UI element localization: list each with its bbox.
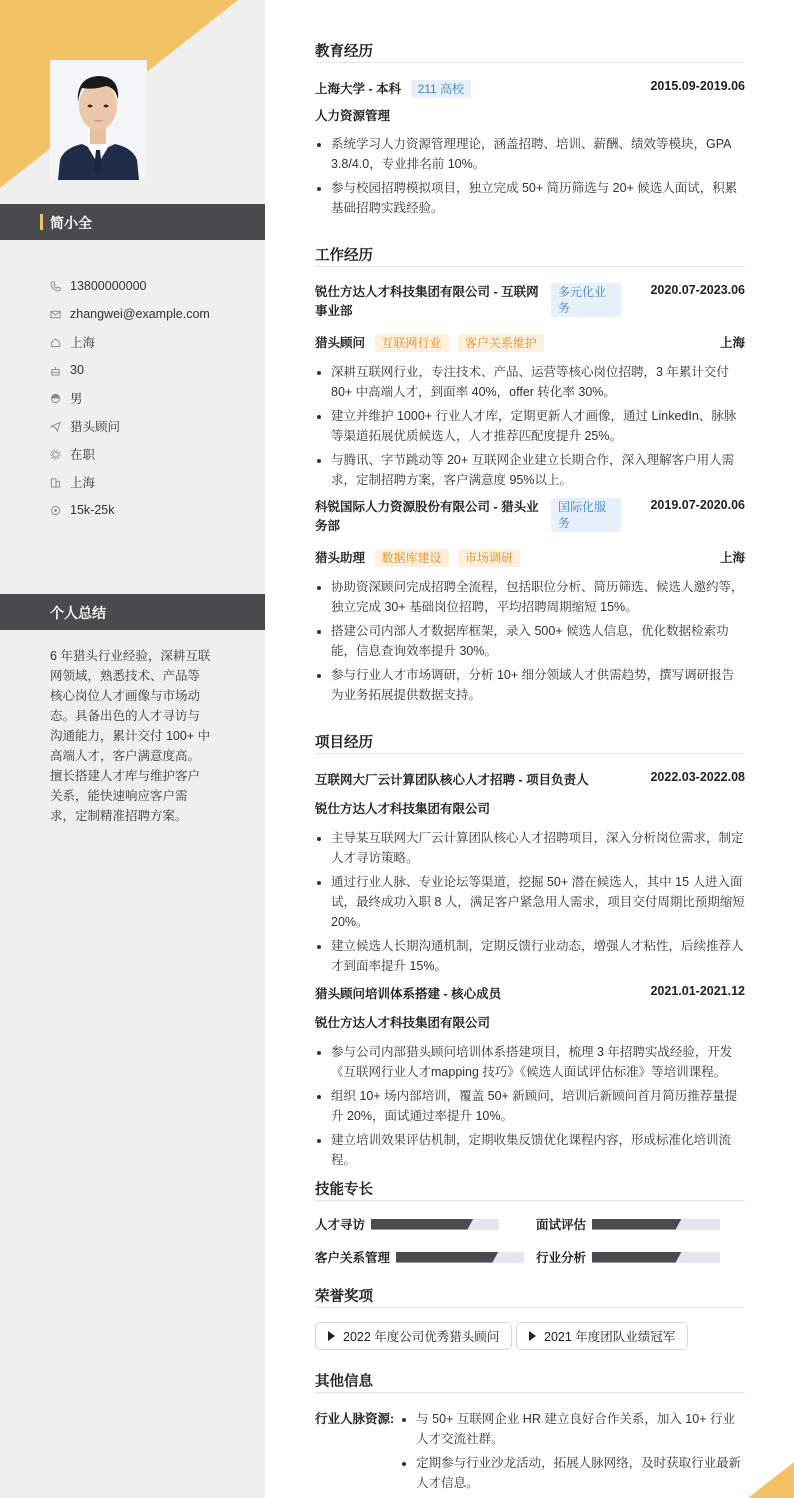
list-item: 搭建公司内部人才数据库框架，录入 500+ 候选人信息，优化数据检索功能，信息查询效率提升 30%。 — [315, 621, 745, 661]
sidebar — [0, 0, 265, 1498]
projects-title: 项目经历 — [315, 735, 373, 751]
divider — [315, 1307, 745, 1308]
home-icon — [50, 337, 70, 348]
education-bullets — [315, 134, 745, 218]
play-triangle-icon — [529, 1331, 536, 1341]
skill-item — [536, 1248, 720, 1266]
school-tag: 211 高校 — [411, 80, 471, 98]
award-badge — [516, 1322, 688, 1350]
mail-icon — [50, 309, 70, 320]
age-icon — [50, 365, 70, 376]
work-title: 工作经历 — [315, 248, 373, 264]
job-role-row — [315, 333, 745, 352]
info-phone-text: 13800000000 — [70, 279, 147, 293]
city-icon — [50, 477, 70, 488]
job-city: 上海 — [719, 551, 745, 565]
job-period: 2020.07-2023.06 — [650, 283, 745, 297]
phone-icon — [50, 281, 70, 292]
job-bullets — [315, 362, 745, 490]
info-status — [50, 440, 210, 468]
skill-name: 客户关系管理 — [315, 1251, 391, 1265]
award-badge — [315, 1322, 512, 1350]
summary-title: 个人总结 — [50, 605, 106, 621]
job-icon — [50, 421, 70, 432]
project-company: 锐仕方达人才科技集团有限公司 — [315, 1016, 491, 1030]
list-item: 定期参与行业沙龙活动，拓展人脉网络，及时获取行业最新人才信息。 — [400, 1453, 745, 1493]
project-entry — [315, 984, 745, 1170]
project-period: 2022.03-2022.08 — [650, 770, 745, 784]
projects-section — [315, 731, 745, 1174]
skill-bar — [592, 1219, 720, 1230]
job-bullets — [315, 577, 745, 705]
info-age — [50, 356, 210, 384]
work-section — [315, 244, 745, 709]
list-item: 与 50+ 互联网企业 HR 建立良好合作关系，加入 10+ 行业人才交流社群。 — [400, 1409, 745, 1449]
job-role-row — [315, 548, 745, 567]
info-phone — [50, 272, 210, 300]
contact-info-list — [50, 272, 210, 524]
info-email — [50, 300, 210, 328]
job-tag: 互联网行业 — [375, 334, 449, 352]
list-item: 系统学习人力资源管理理论，涵盖招聘、培训、薪酬、绩效等模块，GPA 3.8/4.0，专业排名前 10%。 — [315, 134, 745, 174]
info-status-text: 在职 — [70, 448, 96, 462]
salary-icon — [50, 505, 70, 516]
list-item: 通过行业人脉、专业论坛等渠道，挖掘 50+ 潜在候选人，其中 15 人进入面试，最终成功入职 8 人，满足客户紧急用人需求，项目交付周期比预期缩短 20%。 — [315, 872, 745, 932]
project-bullets — [315, 828, 745, 976]
job-position: 猎头顾问 — [315, 336, 366, 350]
skills-title: 技能专长 — [315, 1182, 373, 1198]
info-salary-text: 15k-25k — [70, 503, 115, 517]
job-city: 上海 — [719, 336, 745, 350]
candidate-name: 简小全 — [50, 215, 92, 231]
decorative-corner-bottom — [748, 1462, 794, 1498]
job-tag: 数据库建设 — [375, 549, 449, 567]
job-period: 2019.07-2020.06 — [650, 498, 745, 512]
list-item: 协助资深顾问完成招聘全流程，包括职位分析、简历筛选、候选人邀约等，独立完成 30+ 基础岗位招聘，平均招聘周期缩短 15%。 — [315, 577, 745, 617]
skill-name: 面试评估 — [536, 1218, 587, 1232]
job-header — [315, 283, 745, 321]
name-bar — [0, 204, 265, 240]
info-city-text: 上海 — [70, 476, 96, 490]
others-row — [315, 1409, 745, 1497]
info-gender-text: 男 — [70, 392, 83, 406]
skill-bar — [371, 1219, 499, 1230]
status-icon — [50, 449, 70, 460]
project-header — [315, 770, 745, 788]
list-item: 参与校园招聘模拟项目，独立完成 50+ 简历筛选与 20+ 候选人面试，积累基础招聘实践经验。 — [315, 178, 745, 218]
skill-fill — [371, 1219, 473, 1230]
job-tag: 客户关系维护 — [458, 334, 544, 352]
skill-bar — [396, 1252, 524, 1263]
info-salary — [50, 496, 210, 524]
others-label: 行业人脉资源: — [315, 1412, 395, 1426]
info-home — [50, 328, 210, 356]
project-entry — [315, 770, 745, 976]
info-email-text: zhangwei@example.com — [70, 307, 210, 321]
list-item: 深耕互联网行业，专注技术、产品、运营等核心岗位招聘，3 年累计交付 80+ 中高端人才，到面率 40%，offer 转化率 30%。 — [315, 362, 745, 402]
awards-section — [315, 1285, 745, 1308]
list-item: 主导某互联网大厂云计算团队核心人才招聘项目，深入分析岗位需求，制定人才寻访策略。 — [315, 828, 745, 868]
job-company: 科锐国际人力资源股份有限公司 - 猎头业务部 — [315, 500, 539, 533]
info-home-text: 上海 — [70, 336, 96, 350]
education-header — [315, 79, 745, 98]
education-period: 2015.09-2019.06 — [650, 79, 745, 93]
school-name: 上海大学 - 本科 — [315, 82, 402, 96]
skill-item — [315, 1215, 499, 1233]
list-item: 参与行业人才市场调研，分析 10+ 细分领域人才供需趋势，撰写调研报告为业务拓展提供数据支持。 — [315, 665, 745, 705]
info-job — [50, 412, 210, 440]
project-period: 2021.01-2021.12 — [650, 984, 745, 998]
job-company-tag: 多元化业务 — [551, 283, 621, 317]
info-gender — [50, 384, 210, 412]
education-section — [315, 40, 745, 222]
job-entry — [315, 498, 745, 705]
list-item: 组织 10+ 场内部培训，覆盖 50+ 新顾问，培训后新顾问首月简历推荐量提升 20%，面试通过率提升 10%。 — [315, 1086, 745, 1126]
summary-bar — [0, 594, 265, 630]
project-name: 互联网大厂云计算团队核心人才招聘 - 项目负责人 — [315, 773, 589, 787]
project-header — [315, 984, 745, 1002]
skill-item — [315, 1248, 524, 1266]
gender-icon — [50, 393, 70, 404]
list-item: 建立候选人长期沟通机制，定期反馈行业动态，增强人才粘性，后续推荐人才到面率提升 15%。 — [315, 936, 745, 976]
list-item: 建立培训效果评估机制，定期收集反馈优化课程内容，形成标准化培训流程。 — [315, 1130, 745, 1170]
skill-fill — [592, 1252, 682, 1263]
info-job-text: 猎头顾问 — [70, 420, 121, 434]
list-item: 建立并维护 1000+ 行业人才库，定期更新人才画像，通过 LinkedIn、脉脉等渠道拓展优质候选人，人才推荐匹配度提升 25%。 — [315, 406, 745, 446]
avatar — [50, 60, 147, 180]
info-city — [50, 468, 210, 496]
others-title: 其他信息 — [315, 1374, 373, 1390]
divider — [315, 1200, 745, 1201]
divider — [315, 62, 745, 63]
play-triangle-icon — [328, 1331, 335, 1341]
info-age-text: 30 — [70, 363, 84, 377]
awards-title: 荣誉奖项 — [315, 1289, 373, 1305]
skill-name: 人才寻访 — [315, 1218, 366, 1232]
job-tag: 市场调研 — [458, 549, 520, 567]
skill-item — [536, 1215, 720, 1233]
divider — [315, 266, 745, 267]
project-name: 猎头顾问培训体系搭建 - 核心成员 — [315, 987, 502, 1001]
skill-fill — [592, 1219, 682, 1230]
job-company-tag: 国际化服务 — [551, 498, 621, 532]
project-bullets — [315, 1042, 745, 1170]
list-item: 与腾讯、字节跳动等 20+ 互联网企业建立长期合作，深入理解客户用人需求，定制招聘方案，客户满意度 95%以上。 — [315, 450, 745, 490]
others-section — [315, 1370, 745, 1497]
education-major: 人力资源管理 — [315, 109, 391, 123]
summary-text: 6 年猎头行业经验，深耕互联网领域，熟悉技术、产品等核心岗位人才画像与市场动态。具备出色的人才寻访与沟通能力，累计交付 100+ 中高端人才，客户满意度高。 擅长搭建人才库与维护客户关系，能快速响应客户需求，定制精准招聘方案。 — [50, 649, 211, 823]
project-company: 锐仕方达人才科技集团有限公司 — [315, 802, 491, 816]
skills-section — [315, 1178, 745, 1201]
job-position: 猎头助理 — [315, 551, 366, 565]
others-bullets — [400, 1409, 745, 1497]
skill-bar — [592, 1252, 720, 1263]
divider — [315, 753, 745, 754]
list-item: 参与公司内部猎头顾问培训体系搭建项目，梳理 3 年招聘实战经验，开发《互联网行业人才mapping 技巧》《候选人面试评估标准》等培训课程。 — [315, 1042, 745, 1082]
education-title: 教育经历 — [315, 44, 373, 60]
divider — [315, 1392, 745, 1393]
job-entry — [315, 283, 745, 490]
skill-name: 行业分析 — [536, 1251, 587, 1265]
award-label: 2021 年度团队业绩冠军 — [544, 1330, 676, 1344]
job-company: 锐仕方达人才科技集团有限公司 - 互联网事业部 — [315, 285, 539, 318]
name-accent — [40, 214, 43, 230]
skill-fill — [396, 1252, 498, 1263]
award-label: 2022 年度公司优秀猎头顾问 — [343, 1330, 500, 1344]
job-header — [315, 498, 745, 536]
